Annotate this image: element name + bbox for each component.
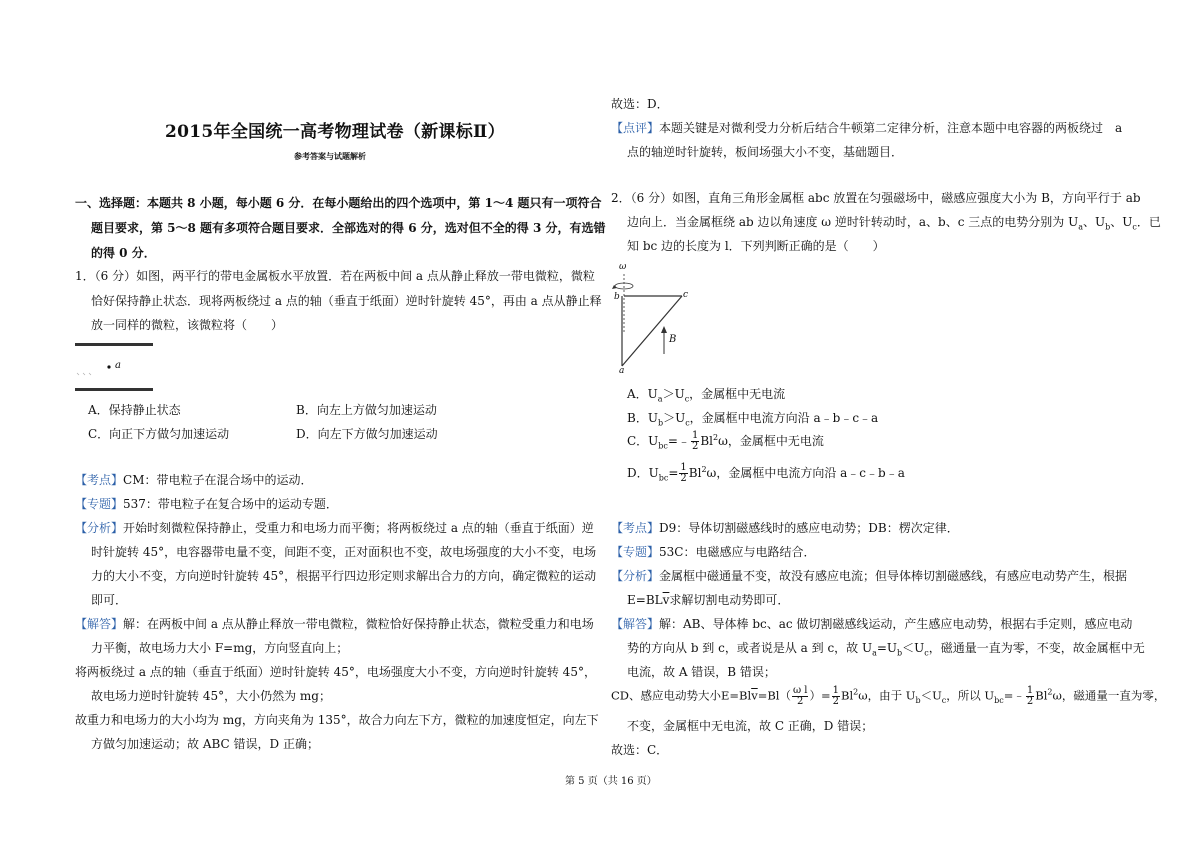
q2-optD-num: 1 (680, 462, 687, 473)
q2-fig-label-c: c (683, 290, 689, 300)
q1-jieda-line2: 力平衡，故电场力大小 F=mg，方向竖直向上； (91, 641, 349, 655)
q1-hatch-marks (77, 373, 91, 375)
q1-option-a: A．保持静止状态 (88, 403, 181, 417)
q2-optC-pre: C．U (627, 434, 659, 448)
q2-stem2-text: 边向上．当金属框绕 ab 边以角速度 ω 逆时针转动时，a、b、c 三点的电势分别为 U (627, 215, 1079, 229)
q1-dianping-text1: 本题关键是对微利受力分析后结合牛顿第二定律分析，注意本题中电容器的两板绕过 a (659, 121, 1123, 135)
q2-cd-s1: b (915, 695, 921, 705)
q2-cd-pre: CD、感应电动势大小E=Bl (611, 688, 752, 703)
q1-fenxi-line3: 力的大小不变，方向逆时针旋转 45°，根据平行四边形定则求解出合力的方向，确定微粒的运动 (91, 569, 597, 583)
q1-jieda-line4: 故电场力逆时针旋转 45°，大小仍然为 mg； (91, 689, 331, 703)
q1-particle-dot (107, 365, 110, 368)
q2-stem2-sub-c: c (1132, 222, 1137, 232)
q2-fenxi2-end: 求解切割电动势即可． (669, 593, 790, 607)
q2-jieda-line5: 不变，金属框中无电流，故 C 正确，D 错误； (627, 719, 874, 733)
q2-cd-mid5: ，所以 U (946, 688, 995, 703)
q2-stem2-sub-a: a (1078, 222, 1083, 232)
q2-optB-pre: B．U (627, 411, 658, 425)
q2-jieda-line3: 电流，故 A 错误，B 错误； (627, 665, 776, 679)
q2-optB-end: ，金属框中电流方向沿 a﹣b﹣c﹣a (689, 411, 879, 425)
q2-stem-line3: 知 bc 边的长度为 l．下列判断正确的是（ ） (627, 239, 885, 253)
q1-fenxi-line4: 即可． (91, 593, 128, 607)
q2-optC-end: ω，金属框中无电流 (718, 434, 824, 448)
q1-fenxi-line1 (75, 521, 594, 535)
q2-cd-bl: Bl (841, 688, 854, 703)
q2-jieda2-s1: a (872, 648, 877, 658)
q2-optB-sub1: b (657, 418, 664, 428)
section-instructions-line1: 一、选择题：本题共 8 小题，每小题 6 分．在每小题给出的四个选项中，第 1～4 题只有一项符合 (75, 196, 602, 210)
q2-option-c (627, 431, 824, 452)
q2-optB-mid: ＞U (663, 411, 686, 425)
q2-jieda-line1 (611, 617, 1132, 631)
q1-top-plate (75, 343, 153, 346)
q2-optC-eq: =﹣ (667, 434, 690, 448)
q1-fenxi-tag: 【分析】 (75, 521, 124, 535)
q2-final-answer: 故选：C． (611, 743, 669, 757)
q2-optA-end: ，金属框中无电流 (689, 387, 786, 401)
q2-fenxi-line2 (627, 593, 789, 607)
q2-cd-frac3 (1026, 686, 1034, 707)
q2-cd-frac2 (832, 686, 840, 707)
q1-kaodian-tag: 【考点】 (75, 473, 124, 487)
q1-kaodian-text: CM：带电粒子在混合场中的运动． (123, 473, 313, 487)
q1-dianping-line1 (611, 121, 1122, 135)
q2-jieda2-m1: =U (876, 641, 898, 655)
q1-final-answer: 故选：D． (611, 97, 669, 111)
q2-jieda2-pre: 势的方向从 b 到 c，或者说是从 a 到 c，故 U (627, 641, 873, 655)
q2-fig-label-B: B (669, 334, 677, 345)
q2-optC-sub: bc (658, 441, 668, 451)
q2-option-b (627, 411, 878, 428)
q2-kaodian-text: D9：导体切割磁感线时的感应电动势；DB：楞次定律． (659, 521, 959, 535)
q2-fenxi2-v: $\overline{v}$ (662, 593, 670, 607)
q2-optD-pre: D．U (627, 466, 659, 480)
q1-jieda-line3: 将两板绕过 a 点的轴（垂直于纸面）逆时针旋转 45°，电场强度大小不变，方向逆时针旋转 45°， (75, 665, 596, 679)
q2-stem-line2 (627, 215, 1161, 232)
q2-jieda2-s2: b (897, 648, 903, 658)
q2-cd-mid4: ＜U (920, 688, 942, 703)
q2-optD-sup: 2 (701, 465, 707, 474)
q2-fenxi-line1 (611, 569, 1127, 583)
q1-jieda-line6: 方做匀加速运动；故 ABC 错误，D 正确； (91, 737, 319, 751)
q2-optD-sub: bc (658, 473, 669, 483)
q2-stem2-sep1: 、U (1082, 215, 1106, 229)
page-title: 2015年全国统一高考物理试卷（新课标Ⅱ） (165, 122, 505, 142)
q2-optD-den: 2 (680, 473, 687, 484)
q2-optC-sup: 2 (713, 433, 719, 442)
q2-optB-sub2: c (685, 418, 690, 428)
q2-stem2-sub-b: b (1105, 222, 1111, 232)
q2-stem2-sep2: 、U (1110, 215, 1133, 229)
q2-optD-end: ω，金属框中电流方向沿 a﹣c﹣b﹣a (706, 466, 905, 480)
q1-zhuanti (75, 497, 338, 511)
q2-stem2-end: ．已 (1136, 215, 1161, 229)
page-footer: 第 5 页（共 16 页） (565, 776, 657, 787)
q2-cd-f3n: 1 (1026, 685, 1034, 696)
q2-jieda-line2 (627, 641, 1145, 658)
q2-kaodian (611, 521, 959, 535)
q1-stem-line3: 放一同样的微粒，该微粒将（ ） (91, 318, 284, 332)
q2-jieda2-s3: c (924, 648, 929, 658)
q2-kaodian-tag: 【考点】 (611, 521, 660, 535)
q2-optA-pre: A．U (627, 387, 658, 401)
q2-cd-mid: =Bl（ (757, 688, 791, 703)
q2-cd-sup: 2 (853, 687, 859, 697)
q2-optC-den: 2 (691, 441, 699, 452)
q2-optC-fraction (691, 431, 699, 452)
q1-kaodian (75, 473, 313, 487)
section-instructions-line3: 的得 0 分． (91, 246, 156, 260)
q1-jieda-text1: 解：在两板中间 a 点从静止释放一带电微粒，微粒恰好保持静止状态，微粒受重力和电场 (123, 617, 594, 631)
q2-option-d (627, 463, 905, 484)
q1-jieda-line5: 故重力和电场力的大小均为 mg，方向夹角为 135°，故合力向左下方，微粒的加速度恒定，向左下 (75, 713, 599, 727)
q2-fenxi-tag: 【分析】 (611, 569, 660, 583)
q2-cd-s3: bc (994, 695, 1004, 705)
q1-bottom-plate (75, 388, 153, 391)
q2-jieda2-end: ，磁通量一直为零，不变，故金属框中无 (928, 641, 1145, 655)
q2-cd-end: ω，磁通量一直为零， (1052, 688, 1166, 703)
q2-zhuanti-text: 53C：电磁感应与电路结合． (659, 545, 816, 559)
q2-cd-v: $\overline{v}$ (751, 688, 758, 703)
q2-fig-label-a: a (619, 366, 625, 376)
q2-edge-ac (622, 296, 682, 366)
q1-stem-line2: 恰好保持静止状态．现将两板绕过 a 点的轴（垂直于纸面）逆时针旋转 45°，再由 a 点从静止释 (91, 294, 602, 308)
q2-cd-mid2: ）= (809, 688, 831, 703)
q1-fenxi-text1: 开始时刻微粒保持静止，受重力和电场力而平衡；将两板绕过 a 点的轴（垂直于纸面）逆 (123, 521, 594, 535)
q2-triangle-figure (608, 262, 698, 378)
q2-jieda-cd-line (611, 686, 1165, 707)
q2-jieda2-m2: ＜U (902, 641, 925, 655)
q2-zhuanti-tag: 【专题】 (611, 545, 660, 559)
q2-cd-f2n: 1 (832, 685, 839, 696)
q2-cd-f1n: ω l (792, 685, 808, 696)
q1-option-b: B．向左上方做匀加速运动 (296, 403, 437, 417)
q2-optD-bl: Bl (688, 466, 702, 480)
q1-stem-line1: 1．（6 分）如图，两平行的带电金属板水平放置．若在两板中间 a 点从静止释放一带电微粒，微粒 (75, 269, 595, 283)
q1-jieda-line1 (75, 617, 594, 631)
q2-fig-label-b: b (614, 292, 620, 302)
q2-optD-fraction (679, 463, 687, 484)
q2-cd-s2: c (941, 695, 947, 705)
q1-dianping-tag: 【点评】 (611, 121, 660, 135)
q2-cd-bl2: Bl (1035, 688, 1048, 703)
q2-cd-f3d: 2 (1026, 696, 1034, 707)
page-subtitle: 参考答案与试题解析 (294, 151, 366, 161)
q1-zhuanti-text: 537：带电粒子在复合场中的运动专题． (123, 497, 338, 511)
q2-fenxi-text1: 金属框中磁通量不变，故没有感应电流；但导体棒切割磁感线，有感应电动势产生，根据 (659, 569, 1128, 583)
q1-jieda-tag: 【解答】 (75, 617, 124, 631)
q2-jieda-tag: 【解答】 (611, 617, 660, 631)
q1-zhuanti-tag: 【专题】 (75, 497, 124, 511)
q1-dianping-line2: 点的轴逆时针旋转，板间场强大小不变，基础题目． (627, 145, 904, 159)
q2-optC-num: 1 (691, 430, 699, 441)
q2-optD-eq: = (668, 466, 679, 480)
q2-stem-line1: 2．（6 分）如图，直角三角形金属框 abc 放置在匀强磁场中，磁感应强度大小为 B，方向平行于 ab (611, 191, 1141, 205)
q2-optA-sub2: c (684, 394, 690, 404)
q2-jieda-text1: 解：AB、导体棒 bc、ac 做切割磁感线运动，产生感应电动势，根据右手定则，感应电动 (659, 617, 1133, 631)
q2-zhuanti (611, 545, 815, 559)
q1-option-c: C．向正下方做匀加速运动 (88, 427, 230, 441)
q2-option-a (627, 387, 785, 404)
section-instructions-line2: 题目要求，第 5～8 题有多项符合题目要求．全部选对的得 6 分，选对但不全的得 3 分，有选错 (91, 221, 606, 235)
q1-fenxi-line2: 时针旋转 45°，电容器带电量不变，间距不变，正对面积也不变，故电场强度的大小不变，电场 (91, 545, 597, 559)
q2-optA-sub1: a (657, 394, 663, 404)
q2-cd-mid3: ω，由于 U (858, 688, 916, 703)
q1-figure-label-a: a (115, 360, 121, 371)
q2-cd-f1d: 2 (797, 696, 804, 707)
q2-cd-mid6: =﹣ (1003, 688, 1025, 703)
q2-fenxi2-pre: E=BL (627, 593, 663, 607)
q2-optA-mid: ＞U (662, 387, 685, 401)
q2-optC-bl: Bl (700, 434, 713, 448)
q2-cd-frac1 (792, 686, 809, 707)
q2-cd-sup2: 2 (1047, 687, 1053, 697)
q1-option-d: D．向左下方做匀加速运动 (296, 427, 438, 441)
q2-cd-f2d: 2 (832, 696, 839, 707)
q2-fig-omega: ω (619, 262, 627, 272)
